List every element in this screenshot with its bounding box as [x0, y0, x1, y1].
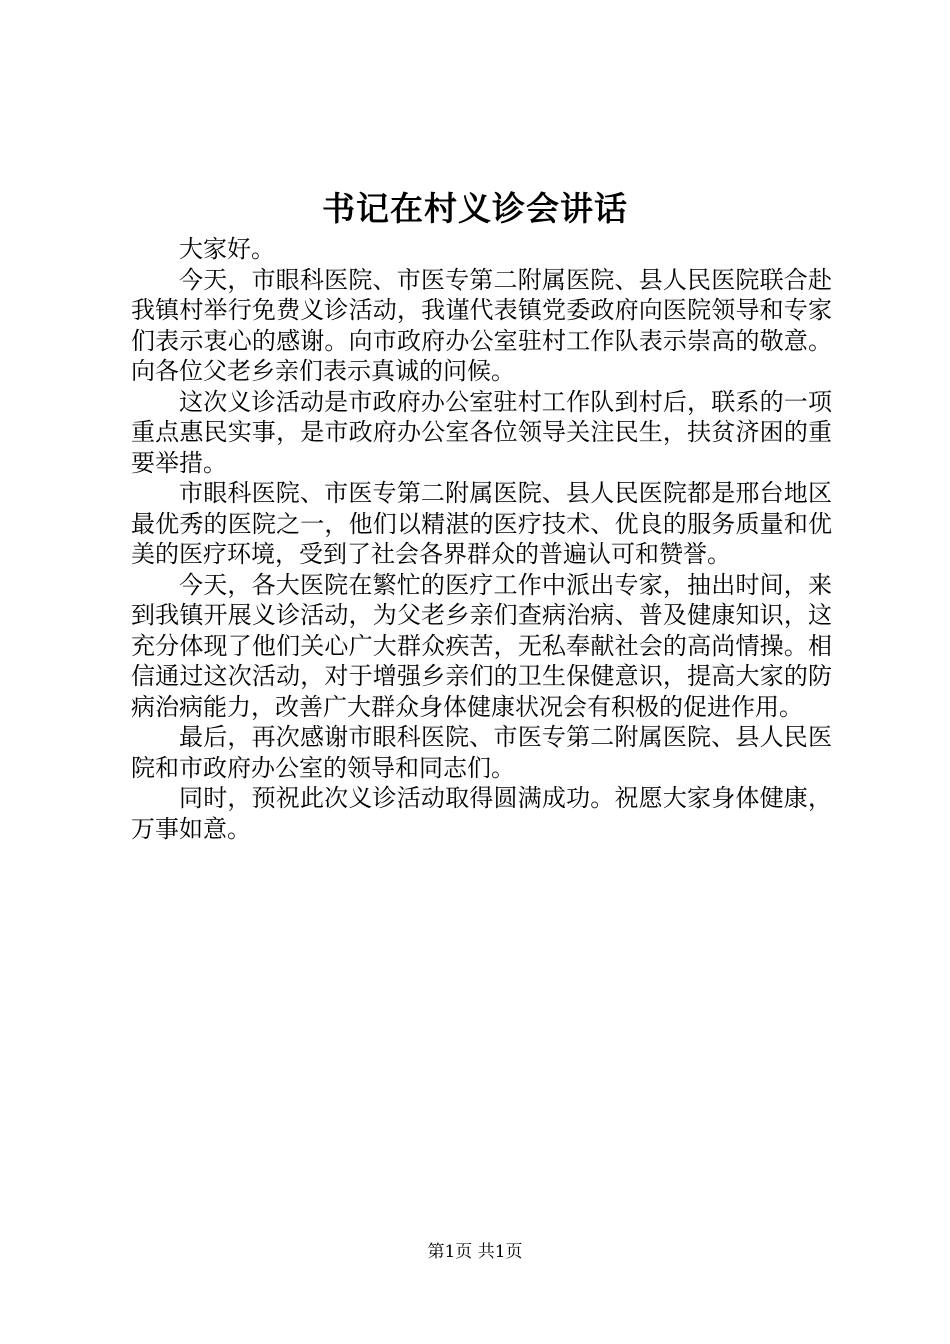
paragraph-activity-purpose: 这次义诊活动是市政府办公室驻村工作队到村后，联系的一项重点惠民实事，是市政府办公室各位领导关注民生，扶贫济困的重要举措。: [131, 387, 832, 477]
paragraph-activity-significance: 今天，各大医院在繁忙的医疗工作中派出专家，抽出时间，来到我镇开展义诊活动，为父老乡亲们查病治病、普及健康知识，这充分体现了他们关心广大群众疾苦，无私奉献社会的高尚情操。相信通过这次活动，对于增强乡亲们的卫生保健意识，提高大家的防病治病能力，改善广大群众身体健康状况会有积极的促进作用。: [131, 570, 832, 721]
paragraph-closing-wishes: 同时，预祝此次义诊活动取得圆满成功。祝愿大家身体健康，万事如意。: [131, 784, 832, 843]
paragraph-hospital-introduction: 市眼科医院、市医专第二附属医院、县人民医院都是邢台地区最优秀的医院之一，他们以精湛的医疗技术、优良的服务质量和优美的医疗环境，受到了社会各界群众的普遍认可和赞誉。: [131, 479, 832, 568]
page-number-footer: 第1页 共1页: [427, 1242, 523, 1262]
paragraph-final-thanks: 最后，再次感谢市眼科医院、市医专第二附属医院、县人民医院和市政府办公室的领导和同志们。: [131, 723, 832, 782]
paragraph-thanks: 今天，市眼科医院、市医专第二附属医院、县人民医院联合赴我镇村举行免费义诊活动，我谨代表镇党委政府向医院领导和专家们表示衷心的感谢。向市政府办公室驻村工作队表示崇高的敬意。向各位父老乡亲们表示真诚的问候。: [131, 265, 832, 385]
document-body: [131, 234, 832, 844]
paragraph-greeting: 大家好。: [179, 235, 275, 263]
document-title: 书记在村义诊会讲话: [322, 189, 628, 228]
